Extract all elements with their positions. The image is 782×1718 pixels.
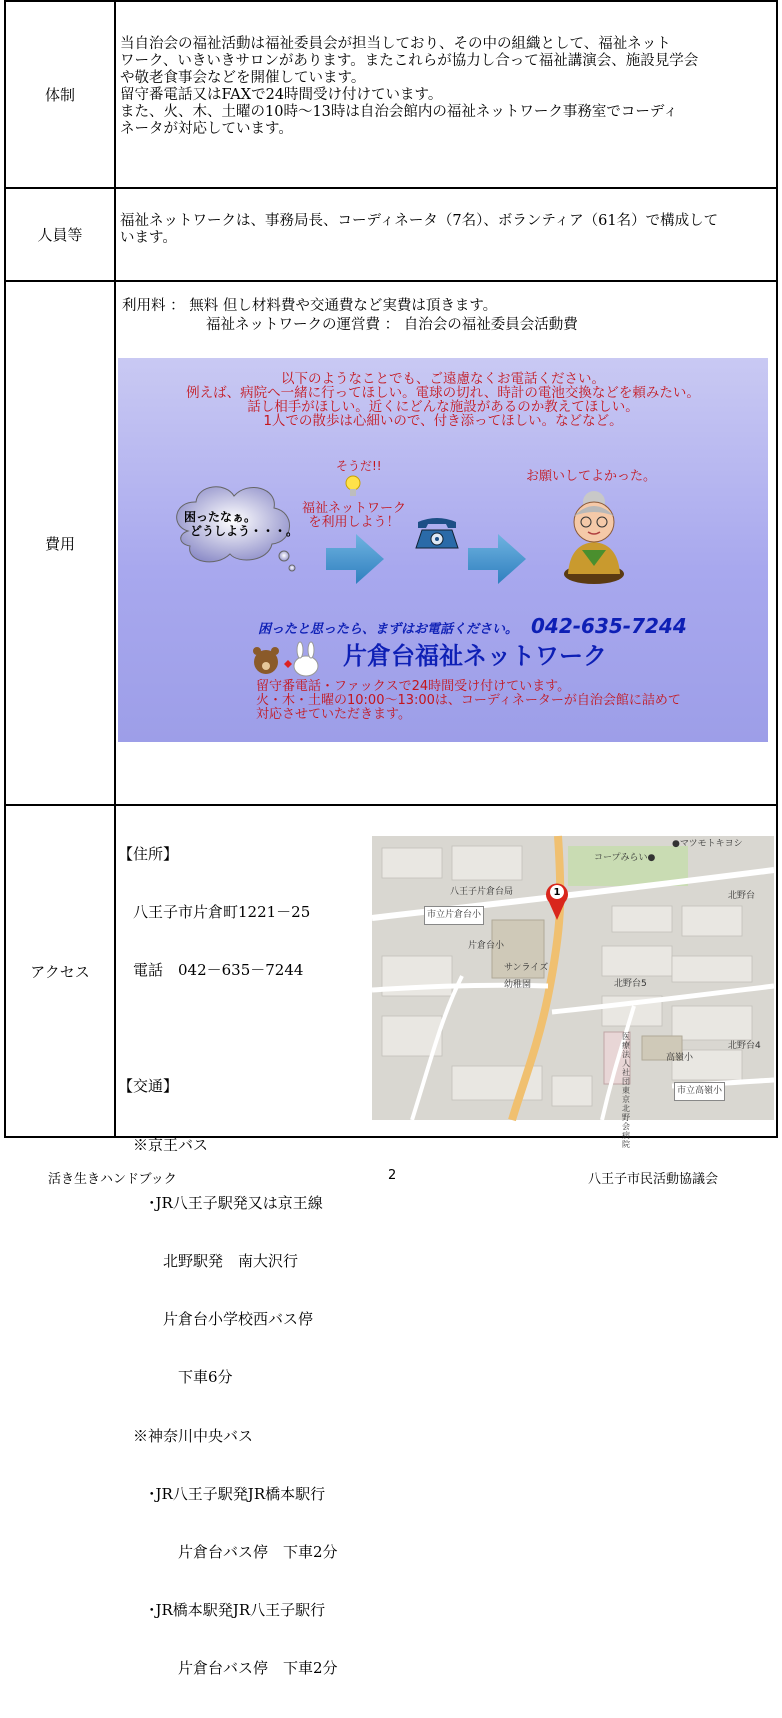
fee-line-2: 福祉ネットワークの運営費 ： 自治会の福祉委員会活動費: [206, 317, 578, 333]
light-bulb-icon: [345, 474, 361, 500]
content-jinin: [115, 188, 777, 281]
access-line: ･JR八王子駅発JR橋本駅行: [118, 1484, 326, 1503]
map-pin-icon[interactable]: [544, 880, 570, 920]
access-line: 片倉台バス停 下車2分: [118, 1659, 338, 1678]
flyer-org-name: 片倉台福祉ネットワーク: [343, 642, 607, 670]
map-label-post-office: 八王子片倉台局: [450, 887, 514, 897]
flyer-intro-line: 話し相手がほしい。近くにどんな施設があるのか教えてほしい。: [247, 399, 639, 415]
arrow-right-icon: [326, 534, 384, 584]
jinin-text: [116, 189, 776, 247]
access-line: ※神奈川中央バス: [118, 1426, 254, 1445]
label-access: アクセス: [5, 805, 115, 1137]
souda-text: そうだ!!: [336, 459, 382, 473]
flyer-intro-line: 1人での散歩は心細いので、付き添ってほしい。などなど。: [263, 413, 623, 429]
bubble-text: [184, 510, 298, 538]
kinder-line: 幼稚園: [504, 980, 532, 990]
yokatta-text: お願いしてよかった。: [526, 469, 657, 484]
access-line: 片倉台バス停 下車2分: [118, 1543, 338, 1562]
flyer-bottom-line: 火・木・土曜の10:00～13:00は、コーディネーターが自治会館に詰めて: [256, 693, 681, 708]
content-taisei: [115, 1, 777, 188]
access-line: ･JR八王子駅発又は京王線: [118, 1193, 323, 1212]
row-hiyou: [5, 281, 777, 805]
map-label-takarei: 高嶺小: [666, 1053, 694, 1063]
taisei-line: 当自治会の福祉活動は福祉委員会が担当しており、その中の組織として、福祉ネット: [120, 36, 671, 52]
row-access: [5, 805, 777, 1137]
access-line: ･JR橋本駅発JR八王子駅行: [118, 1601, 326, 1620]
access-line: 北野駅発 南大沢行: [118, 1251, 299, 1270]
map-label-coop: コープみらい●: [594, 853, 656, 863]
content-hiyou: [115, 281, 777, 805]
flyer-intro-line: 例えば、病院へ一緒に行ってほしい。電球の切れ、時計の電池交換などを頼みたい。: [186, 385, 700, 401]
label-hiyou: 費用: [5, 281, 115, 805]
kinder-line: サンライズ: [504, 963, 549, 973]
use-line: を利用しよう！: [308, 515, 400, 530]
welfare-network-flyer: [118, 358, 768, 742]
footer-right: 八王子市民活動協議会: [588, 1172, 719, 1187]
access-line: [118, 1019, 338, 1038]
access-line: 【住所】: [118, 844, 179, 863]
access-line: 八王子市片倉町1221－25: [118, 903, 311, 922]
flyer-phone-number: 042-635-7244: [530, 614, 687, 638]
map-label-kitanodai: 北野台: [728, 891, 756, 901]
flyer-intro: [118, 372, 768, 428]
map-label-kitanodai5: 北野台5: [614, 979, 647, 989]
access-line: 電話 042－635－7244: [118, 961, 304, 980]
jinin-line: 福祉ネットワークは、事務局長、コーディネータ（7名）、ボランティア（61名）で構成して: [120, 213, 719, 229]
flyer-phone-line: [258, 614, 687, 638]
access-line: 【交通】: [118, 1077, 179, 1096]
flyer-bottom-line: 留守番電話・ファックスで24時間受け付けています。: [256, 679, 571, 694]
flyer-bottom-line: 対応させていただきます。: [256, 707, 411, 722]
map-streets: [372, 836, 774, 1120]
map-label-kitanodai4: 北野台4: [728, 1041, 761, 1051]
map-label-kindergarten: [504, 960, 548, 994]
map-label-matsumoto: ●マツモトキヨシ: [672, 839, 743, 849]
label-taisei: 体制: [5, 1, 115, 188]
use-network-text: [302, 502, 406, 530]
fee-line-1: 利用料 ： 無料 但し材料費や交通費など実費は頂きます。: [122, 298, 498, 314]
call-text: 困ったと思ったら、まずはお電話ください。: [258, 622, 519, 637]
map-label-hospital: 医療法人社団東京北野会病院: [622, 1032, 630, 1149]
bear-and-rabbit-icon: [248, 642, 328, 678]
flyer-bottom-text: [256, 680, 681, 722]
access-line: 下車6分: [118, 1368, 233, 1387]
map-label-takarei-road: 市立高嶺小: [674, 1082, 725, 1101]
footer-left: 活き生きハンドブック: [48, 1172, 177, 1187]
access-text: [118, 806, 338, 1718]
telephone-icon: [412, 516, 462, 552]
bubble-line: どうしよう・・・。: [190, 524, 299, 538]
taisei-line: 留守番電話又はFAXで24時間受け付けています。: [120, 87, 443, 103]
access-line: ※京王バス: [118, 1135, 209, 1154]
map-label-elementary: 片倉台小: [468, 941, 505, 951]
label-jinin: 人員等: [5, 188, 115, 281]
location-map[interactable]: [372, 836, 774, 1149]
taisei-line: や敬老食事会などを開催しています。: [120, 70, 366, 86]
row-taisei: [5, 1, 777, 188]
taisei-text: [116, 2, 776, 138]
jinin-line: います。: [120, 230, 177, 246]
access-line: 片倉台小学校西バス停: [118, 1310, 314, 1329]
taisei-line: また、火、木、土曜の10時～13時は自治会館内の福祉ネットワーク事務室でコーディ: [120, 104, 678, 120]
footer-page-number: 2: [388, 1168, 397, 1183]
bubble-line: 困ったなぁ。: [184, 510, 257, 524]
elderly-woman-icon: [554, 486, 634, 586]
flyer-intro-line: 以下のようなことでも、ご遠慮なくお電話ください。: [281, 371, 605, 387]
arrow-right-icon: [468, 534, 526, 584]
map-pin-number: 1: [553, 887, 561, 898]
row-jinin: [5, 188, 777, 281]
map-label-elementary-road: 市立片倉台小: [424, 906, 484, 925]
use-line: 福祉ネットワーク: [302, 501, 407, 516]
taisei-line: ネータが対応しています。: [120, 121, 293, 137]
taisei-line: ワーク、いきいきサロンがあります。またこれらが協力し合って福祉講演会、施設見学会: [120, 53, 699, 69]
